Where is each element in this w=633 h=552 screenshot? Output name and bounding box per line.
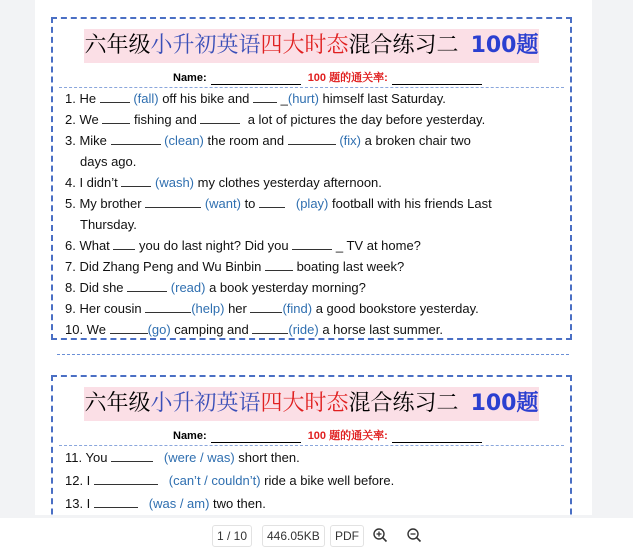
page-indicator[interactable]: 1 / 10 xyxy=(212,525,252,547)
question: 3. Mike (clean) the room and (fix) a broken chair two xyxy=(65,133,471,148)
question: 11. You (were / was) short then. xyxy=(65,450,300,465)
page-divider xyxy=(57,354,569,355)
question: 7. Did Zhang Peng and Wu Binbin boating last week? xyxy=(65,259,405,274)
worksheet-box: 六年级小升初英语四大时态混合练习二 100题 Name: 100 题的通关率: 1. He (fall) off his bike and _(hurt) himself last Saturday. 2. We fishing and a lot of pictures the day before yesterday. 3. Mike (clean) the room and (fix) a broken chair two days ago. 4. I didn’t (wash) my clothes yesterday afternoon. 5. My brother (want) to (play) football with his friends Last Thursday. 6. What you do last night? Did you _ TV at home? 7. Did Zhang Peng and Wu Binbin boating last week? 8. Did she (read) a book yesterday morning? 9. Her cousin (help) her (find) a good bookstore yesterday. 10. We (go) camping and (ride) a horse last summer. xyxy=(51,17,572,340)
pass-rate-label: 100 题的通关率: xyxy=(307,72,388,84)
document-page xyxy=(35,0,592,515)
zoom-out-icon[interactable] xyxy=(406,527,422,543)
question: 9. Her cousin (help) her (find) a good bookstore yesterday. xyxy=(65,301,479,316)
file-format: PDF xyxy=(330,525,364,547)
question: 12. I (can’t / couldn’t) ride a bike well before. xyxy=(65,473,395,488)
question: 8. Did she (read) a book yesterday morning? xyxy=(65,280,366,295)
question: 5. My brother (want) to (play) football with his friends Last xyxy=(65,196,492,211)
question: 4. I didn’t (wash) my clothes yesterday afternoon. xyxy=(65,175,382,190)
name-row xyxy=(173,429,570,443)
question: 6. What you do last night? Did you _ TV at home? xyxy=(65,238,421,253)
name-label: Name: xyxy=(173,72,207,84)
pass-rate-label: 100 题的通关率: xyxy=(307,430,388,442)
viewer-toolbar xyxy=(0,518,633,552)
question: 13. I (was / am) two then. xyxy=(65,496,266,511)
name-label: Name: xyxy=(173,430,207,442)
worksheet-box xyxy=(51,375,572,515)
name-row xyxy=(173,71,570,85)
worksheet-title: 六年级小升初英语四大时态混合练习二 100题 xyxy=(84,29,539,63)
worksheet-title: 六年级小升初英语四大时态混合练习二 100题 xyxy=(84,387,539,421)
question: 10. We (go) camping and (ride) a horse last summer. xyxy=(65,322,443,337)
question: 1. He (fall) off his bike and _(hurt) himself last Saturday. xyxy=(65,91,446,106)
question: 2. We fishing and a lot of pictures the day before yesterday. xyxy=(65,112,486,127)
file-size: 446.05KB xyxy=(262,525,325,547)
zoom-in-icon[interactable] xyxy=(372,527,388,543)
